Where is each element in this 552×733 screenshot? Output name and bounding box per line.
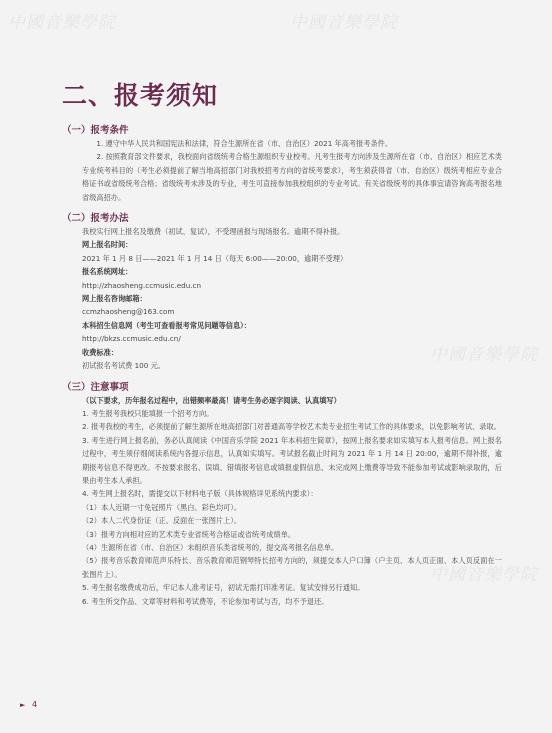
section-heading-conditions: （一）报考条件: [62, 125, 129, 136]
paragraph: 6. 考生所交作品、文章等材料和考试费等，不论参加考试与否，均不予退还。: [82, 596, 329, 606]
item-value: 2021 年 1 月 8 日——2021 年 1 月 14 日（每天 6:00——20:00，逾期不受理）: [82, 253, 348, 263]
watermark: 中國音樂學院: [290, 13, 398, 33]
watermark: 中國音樂學院: [430, 345, 538, 365]
registration-url[interactable]: http://zhaosheng.ccmusic.edu.cn: [82, 280, 202, 290]
paragraph: （4）生源所在省（市、自治区）未组织音乐类省统考的，提交高考报名信息单。: [82, 542, 339, 552]
paragraph: （2）本人二代身份证（正、反面在一张图片上）。: [82, 516, 242, 526]
content: [62, 125, 502, 608]
arrow-right-icon: ►: [20, 701, 26, 709]
paragraph: 4. 考生网上报名时，需提交以下材料电子版（具体规格详见系统内要求）：: [82, 489, 318, 499]
item-value: 初试报名考试费 100 元。: [82, 361, 165, 371]
paragraph: 3. 考生进行网上报名前，务必认真阅读《中国音乐学院 2021 年本科招生简章》，按网上报名要求如实填写本人报考信息。网上报名过程中，考生须仔细阅读系统内各提示信息，认真如实填写。考试报名截止时间为 2021 年 1 月 14 日 20:00，逾期不得补报，逾期报考信息不得更改。不按要求报名、误填、错填报考信息或填报虚假信息、未完成网上缴费等导致不能参加考试或影响录取的，后果由考生本人承担。: [82, 435, 502, 485]
paragraph: （1）本人近期一寸免冠照片（黑白、彩色均可）。: [82, 502, 242, 512]
item-label: 收费标准：: [82, 347, 118, 357]
paragraph: 我校实行网上报名及缴费（初试、复试），不受理函报与现场报名。逾期不得补报。: [82, 227, 345, 237]
paragraph: 5. 考生报名缴费成功后，牢记本人准考证号，初试无需打印准考证。复试安排另行通知。: [82, 583, 365, 593]
paragraph: （5）报考音乐教育师范声乐特长、音乐教育师范钢琴特长招考方向的，须提交本人户口簿（户主页、本人页正面、本人页反面在一张图片上）。: [82, 556, 502, 579]
page-title: 二、报考须知: [62, 81, 219, 110]
watermark: 中國音樂學院: [8, 13, 116, 33]
paragraph: 1. 考生报考我校只能填报一个招考方向。: [82, 408, 214, 418]
info-url[interactable]: http://bkzs.ccmusic.edu.cn/: [82, 334, 181, 344]
item-label: 报名系统网址：: [82, 267, 133, 277]
page-number: 4: [31, 700, 38, 709]
notes-subheading: （以下要求，历年报名过程中，出错频率最高！请考生务必逐字阅读、认真填写）: [82, 395, 341, 405]
item-label: 网上报名咨询邮箱：: [82, 294, 147, 304]
page-footer: [20, 700, 37, 709]
section-heading-method: （二）报考办法: [62, 213, 129, 225]
paragraph: 2. 报考我校的考生，必须提前了解生源所在地高招部门对普通高等学校艺术类专业招生考试工作的具体要求，以免影响考试、录取。: [82, 422, 501, 432]
item-label: 网上报名时间：: [82, 240, 133, 250]
paragraph: 2. 按照教育部文件要求，我校面向省级统考合格生源组织专业校考。凡考生报考方向涉及生源所在省（市、自治区）相应艺术类专业统考科目的（考生必须提前了解当地高招部门对我校招考方向的省统考要求），考生须获得省（市、自治区）级统考相应专业合格证书或省级统考合格；省级统考未涉及的专业，考生可直接参加我校组织的专业考试。有关省级统考的具体事宜请咨询高考报名地省级高招办。: [82, 152, 502, 202]
contact-email[interactable]: ccmzhaosheng@163.com: [82, 307, 175, 317]
paragraph: （3）报考方向相对应的艺术类专业省统考合格证或省统考成绩单。: [82, 529, 296, 539]
section-heading-notes: （三）注意事项: [62, 381, 129, 393]
watermark: 中國音樂學院: [430, 565, 538, 585]
paragraph: 1. 遵守中华人民共和国宪法和法律，符合生源所在省（市、自治区）2021 年高考报考条件。: [96, 139, 393, 148]
item-label: 本科招生信息网（考生可查看报考常见问题等信息）：: [82, 320, 251, 330]
